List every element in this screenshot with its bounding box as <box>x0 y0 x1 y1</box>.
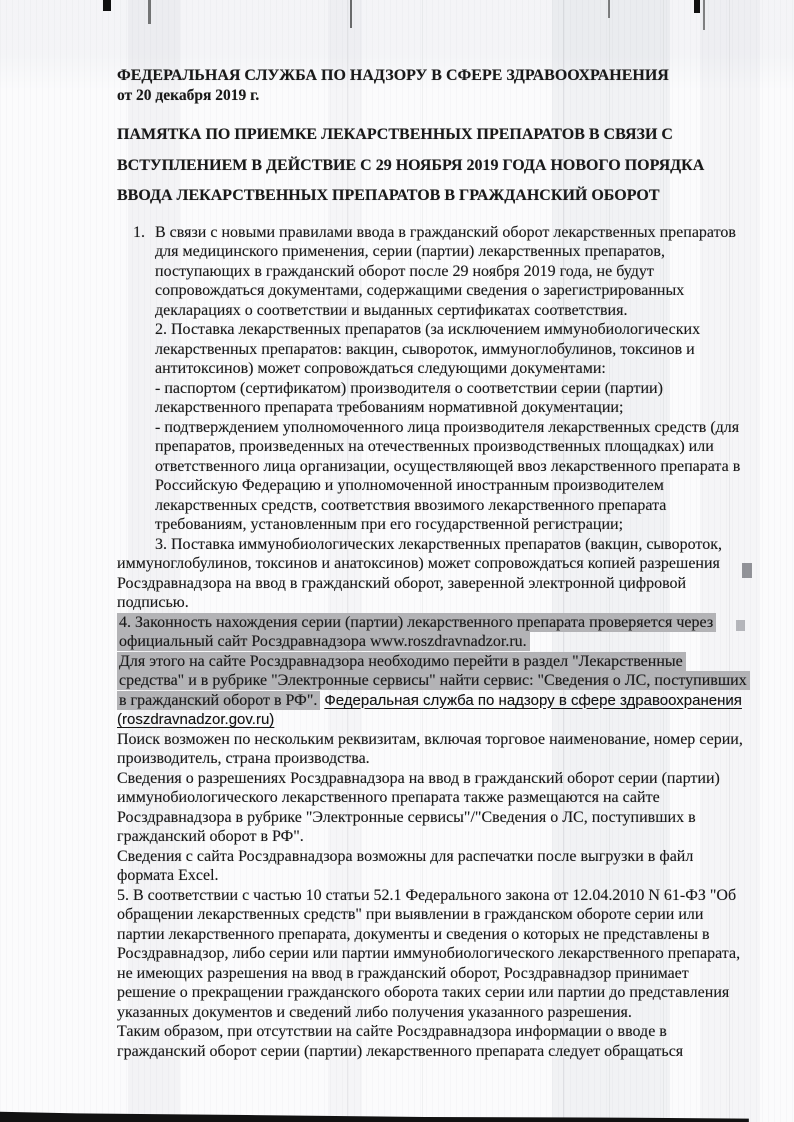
document-date: от 20 декабря 2019 г. <box>117 87 260 104</box>
scan-mark <box>148 0 151 24</box>
scan-mark <box>694 0 700 13</box>
paragraph-excel: Сведения с сайта Росздравнадзора возможны для распечатки после выгрузки в файл формата Excel. <box>117 847 694 884</box>
document-org-heading: ФЕДЕРАЛЬНАЯ СЛУЖБА ПО НАДЗОРУ В СФЕРЕ ЗДРАВООХРАНЕНИЯ <box>117 67 669 84</box>
scan-mark <box>350 0 352 28</box>
paragraph-bullet-passport: - паспортом (сертификатом) производителя о соответствии серии (партии) лекарственного препарата требованиям нормативной документации; <box>155 379 663 416</box>
list-number: 1. <box>133 223 145 241</box>
scan-mark <box>703 0 705 30</box>
scan-mark <box>608 0 610 18</box>
paragraph-final: Таким образом, при отсутствии на сайте Росздравнадзора информации о вводе в гражданский оборот серии (партии) лекарственного препарата следует обращаться <box>117 1023 684 1060</box>
document-content <box>117 66 749 1061</box>
paragraph-item-1 <box>133 223 749 321</box>
paragraph-item-3-rest: иммуноглобулинов, токсинов и анатоксинов) может сопровождаться копией разрешения Росздравнадзора на ввод в гражданский оборот, заверенной электронной цифровой подписью. <box>117 555 720 611</box>
paragraph-bullet-confirmation: - подтверждением уполномоченного лица производителя лекарственных средств (для препаратов, произведенных на отечественных производственных площадках) или ответственного лица организации, осуществляющей ввоз лекарственного препарата в Российскую Федерацию и уполномоченной иностранным производителем лекарственных средств, соответствия ввозимого лекарственного препарата требованиям, установленным при его государственной регистрации; <box>155 418 741 533</box>
roszdravnadzor-link[interactable]: Федеральная служба по надзору в сфере здравоохранения (roszdravnadzor.gov.ru) <box>117 691 742 728</box>
paragraph-item-2: 2. Поставка лекарственных препаратов (за исключением иммунобиологических лекарственных препаратов: вакцин, сывороток, иммуноглобулинов, токсинов и антитоксинов) может сопровождаться следующими документами: <box>155 321 701 377</box>
paragraph-item-4-highlighted <box>117 613 749 652</box>
paragraph-text: В связи с новыми правилами ввода в гражданский оборот лекарственных препаратов для медицинского применения, серии (партии) лекарственных препаратов, поступающих в гражданский оборот после 29 ноября 2019 года, не будут сопровождаться документами, содержащими сведения о зарегистрированных декларациях о соответствии и выданных сертификатах соответствия. <box>155 223 736 319</box>
paragraph-item-4-continued <box>117 652 749 730</box>
document-title-line: ВВОДА ЛЕКАРСТВЕННЫХ ПРЕПАРАТОВ В ГРАЖДАНСКИЙ ОБОРОТ <box>117 187 660 204</box>
scan-mark <box>103 0 111 11</box>
document-title-line: ВСТУПЛЕНИЕМ В ДЕЙСТВИЕ С 29 НОЯБРЯ 2019 ГОДА НОВОГО ПОРЯДКА <box>117 156 705 174</box>
highlighted-text: 4. Законность нахождения серии (партии) лекарственного препарата проверяется через официальный сайт Росздравнадзора www.roszdravnadzor.ru. <box>117 613 716 652</box>
highlighted-text: Для этого на сайте Росздравнадзора необходимо перейти в раздел "Лекарственные средства" и в рубрике "Электронные сервисы" найти сервис: "Сведения о ЛС, поступивших в гражданский оборот в РФ". <box>117 652 750 710</box>
paragraph-search: Поиск возможен по нескольким реквизитам, включая торговое наименование, номер серии, производитель, страна производства. <box>117 730 743 767</box>
scan-bottom-shadow <box>0 1110 772 1122</box>
paragraph-item-3-start: 3. Поставка иммунобиологических лекарственных препаратов (вакцин, сывороток, <box>155 535 722 553</box>
document-body <box>117 223 749 1062</box>
document-title-line: ПАМЯТКА ПО ПРИЕМКЕ ЛЕКАРСТВЕННЫХ ПРЕПАРАТОВ В СВЯЗИ С <box>117 126 673 143</box>
paragraph-immuno-info: Сведения о разрешениях Росздравнадзора на ввод в гражданский оборот серии (партии) иммунобиологического лекарственного препарата также размещаются на сайте Росздравнадзора в рубрике "Электронные сервисы"/"Сведения о ЛС, поступивших в гражданский оборот в РФ". <box>117 769 720 845</box>
plain-paragraphs-block <box>117 554 749 1061</box>
numbered-list-block <box>133 223 749 555</box>
document-title <box>117 120 757 212</box>
paragraph-item-5: 5. В соответствии с частью 10 статьи 52.1 Федерального закона от 12.04.2010 N 61-ФЗ "Об обращении лекарственных средств" при выявлении в гражданском обороте серии или партии лекарственного препарата, документы и сведения о которых не представлены в Росздравнадзор, либо серии или партии иммунобиологического лекарственного препарата, не имеющих разрешения на ввод в гражданский оборот, Росздравнадзор принимает решение о прекращении гражданского оборота таких серии или партии до представления указанных документов и сведений либо получения указанного разрешения. <box>117 886 741 1021</box>
